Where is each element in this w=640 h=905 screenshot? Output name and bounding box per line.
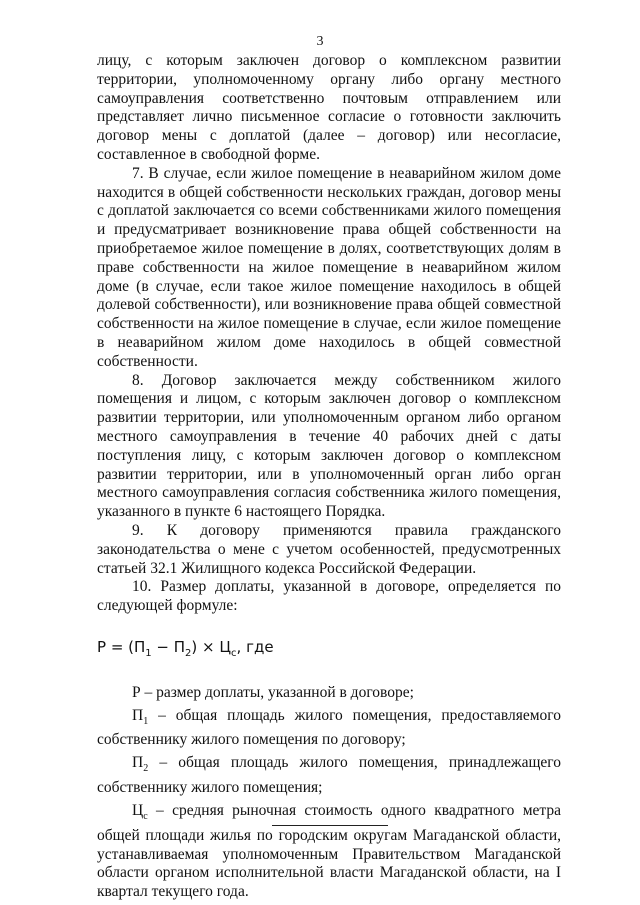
payment-formula xyxy=(97,638,561,664)
formula-times: ) × Ц xyxy=(191,637,232,656)
paragraph-continuation: лицу, с которым заключен договор о комплексном развитии территории, уполномоченному органу либо органу местного самоуправления соответственно почтовым отправлением или представляет лично письменное согласие о готовности заключить договор мены с доплатой (далее – договор) или несогласие, составленное в свободной форме. xyxy=(97,52,561,163)
definition-p2-symbol: П xyxy=(132,754,144,772)
paragraph-item-7: 7. В случае, если жилое помещение в неаварийном жилом доме находится в общей собственности нескольких граждан, договор мены с доплатой заключается со всеми собственниками жилого помещения и предусматривает возникновение права общей собственности на приобретаемое жилое помещение в долях, соответствующих долям в праве собственности на жилое помещение в неаварийном жилом доме (в случае, если такое жилое помещение находилось в общей долевой собственности), или возникновение права общей совместной собственности на жилое помещение в случае, если жилое помещение в неаварийном жилом доме находилось в общей совместной собственности. xyxy=(97,164,561,370)
formula-sub-1: 1 xyxy=(145,647,152,659)
paragraph-item-8: 8. Договор заключается между собственником жилого помещения и лицом, с которым заключен договор о комплексном развитии территории, или уполномоченным органом либо органом местного самоуправления в течение 40 рабочих дней с даты поступления лицу, с которым заключен договор о комплексном развитии территории, или в уполномоченный орган либо орган местного самоуправления согласия собственника жилого помещения, указанного в пункте 6 настоящего Порядка. xyxy=(97,371,561,521)
definition-p1-symbol: П xyxy=(132,706,144,724)
definition-c xyxy=(97,802,561,902)
document-body xyxy=(97,52,561,902)
closing-divider-line xyxy=(272,825,388,826)
formula-lhs: Р = (П xyxy=(97,637,146,656)
definition-c-text: – средняя рыночная стоимость одного квадратного метра общей площади жилья по городским округам Магаданской области, устанавливаемая уполномоченным Правительством Магаданской области органом исполнительной власти Магаданской области, на I квартал текущего года. xyxy=(97,801,561,901)
paragraph-item-10: 10. Размер доплаты, указанной в договоре, определяется по следующей формуле: xyxy=(97,578,561,615)
definition-p1-sub: 1 xyxy=(143,715,149,727)
formula-tail: , где xyxy=(236,637,274,656)
definition-p2 xyxy=(97,754,561,798)
definition-p-symbol: Р xyxy=(132,683,141,701)
formula-sub-c: с xyxy=(231,647,237,659)
formula-minus: − П xyxy=(151,637,186,656)
definition-p1-text: – общая площадь жилого помещения, предоставляемого собственнику жилого помещения по договору; xyxy=(97,706,561,749)
definition-p2-sub: 2 xyxy=(143,763,149,775)
page-number: 3 xyxy=(316,34,324,49)
definition-p-text: – размер доплаты, указанной в договоре; xyxy=(140,683,414,701)
definition-p2-text: – общая площадь жилого помещения, принадлежащего собственнику жилого помещения; xyxy=(97,754,561,797)
formula-sub-2: 2 xyxy=(185,647,192,659)
definition-p1 xyxy=(97,707,561,751)
definition-c-symbol: Ц xyxy=(132,801,144,819)
paragraph-item-9: 9. К договору применяются правила гражданского законодательства о мене с учетом особенностей, предусмотренных статьей 32.1 Жилищного кодекса Российской Федерации. xyxy=(97,521,561,577)
definition-p xyxy=(97,684,561,703)
definition-c-sub: с xyxy=(143,810,148,822)
